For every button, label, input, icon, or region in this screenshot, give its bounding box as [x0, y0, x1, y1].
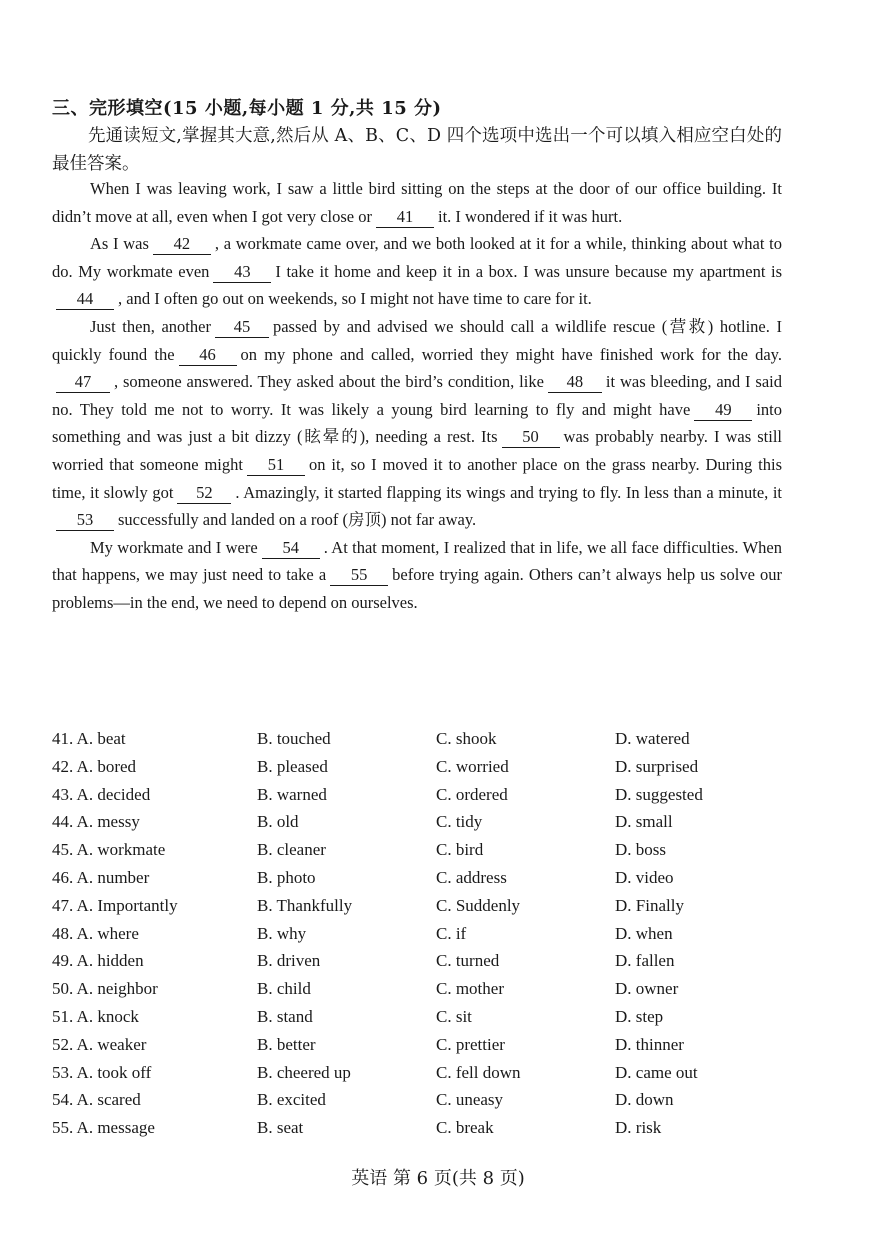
option-d: D. step: [615, 1006, 664, 1026]
option-b: B. pleased: [257, 756, 328, 776]
option-b: B. cheered up: [257, 1062, 351, 1082]
option-row: [52, 785, 792, 813]
blank-50: 50: [502, 427, 560, 448]
section-title: 三、完形填空(15 小题,每小题 1 分,共 15 分): [52, 98, 442, 119]
blank-54: 54: [262, 538, 320, 559]
option-c: C. Suddenly: [436, 895, 521, 915]
paragraph-4: [52, 534, 782, 617]
passage-text: , and I often go out on weekends, so I might not have time to care for it.: [118, 289, 592, 309]
option-d: D. when: [615, 923, 673, 943]
blank-41: 41: [376, 207, 434, 228]
option-row: [52, 868, 792, 896]
option-row: [52, 1063, 792, 1091]
passage-text: When I was leaving work, I saw a little bird sitting on the steps at the door of our office building. It didn’t move at all, even when I got very close or: [52, 179, 782, 226]
page-footer: 英语 第 6 页(共 8 页): [351, 1168, 525, 1189]
option-a: 48. A. where: [52, 923, 139, 943]
option-a: 49. A. hidden: [52, 951, 144, 971]
option-a: 46. A. number: [52, 867, 150, 887]
option-row: [52, 951, 792, 979]
option-row: [52, 812, 792, 840]
option-c: C. bird: [436, 840, 484, 860]
passage-text: Just then, another: [90, 316, 211, 336]
section-instructions: 先通读短文,掌握其大意,然后从 A、B、C、D 四个选项中选出一个可以填入相应空白处的最佳答案。: [52, 126, 782, 174]
option-a: 47. A. Importantly: [52, 895, 178, 915]
option-d: D. down: [615, 1090, 674, 1110]
option-d: D. watered: [615, 729, 690, 748]
blank-52: 52: [177, 483, 231, 504]
paragraph-1: [52, 175, 782, 230]
blank-48: 48: [548, 372, 602, 393]
blank-46: 46: [179, 345, 237, 366]
option-d: D. thinner: [615, 1034, 684, 1054]
option-d: D. came out: [615, 1062, 698, 1082]
paragraph-2: [52, 230, 782, 313]
option-a: 41. A. beat: [52, 729, 126, 748]
option-c: C. ordered: [436, 784, 508, 804]
option-c: C. shook: [436, 729, 497, 748]
option-row: [52, 729, 792, 757]
option-a: 51. A. knock: [52, 1006, 139, 1026]
passage-text: I take it home and keep it in a box. I was unsure because my apartment is: [275, 261, 783, 281]
option-a: 55. A. message: [52, 1118, 155, 1138]
option-row: [52, 840, 792, 868]
blank-42: 42: [153, 234, 211, 255]
option-b: B. child: [257, 979, 311, 999]
option-d: D. suggested: [615, 784, 703, 804]
option-row: [52, 896, 792, 924]
option-a: 53. A. took off: [52, 1062, 152, 1082]
passage-text: into something and was just a bit dizzy (眩晕的), needing a rest. Its: [52, 399, 782, 447]
option-c: C. prettier: [436, 1034, 505, 1054]
passage-text: was probably nearby. I was still worried that someone might: [52, 427, 782, 474]
option-c: C. if: [436, 923, 467, 943]
option-c: C. turned: [436, 951, 500, 971]
option-a: 52. A. weaker: [52, 1034, 147, 1054]
option-row: [52, 1090, 792, 1118]
blank-49: 49: [694, 400, 752, 421]
option-c: C. mother: [436, 979, 504, 999]
passage-text: , someone answered. They asked about the bird’s condition, like: [114, 372, 544, 392]
cloze-passage: [52, 175, 782, 617]
passage-text: . Amazingly, it started flapping its wings and trying to fly. In less than a minute, it: [235, 482, 783, 502]
paragraph-3: [52, 313, 782, 534]
blank-45: 45: [215, 317, 269, 338]
option-b: B. cleaner: [257, 840, 326, 860]
passage-text: it. I wondered if it was hurt.: [437, 206, 623, 226]
option-row: [52, 757, 792, 785]
option-b: B. driven: [257, 951, 321, 971]
option-b: B. Thankfully: [257, 895, 353, 915]
option-row: [52, 924, 792, 952]
passage-text: As I was: [90, 234, 149, 254]
option-d: D. fallen: [615, 951, 675, 971]
option-row: [52, 1007, 792, 1035]
option-d: D. video: [615, 867, 674, 887]
option-b: B. better: [257, 1034, 316, 1054]
passage-text: My workmate and I were: [90, 537, 258, 557]
option-c: C. uneasy: [436, 1090, 504, 1110]
passage-text: it was bleeding, and I said no. They told me not to worry. It was likely a young bird learning to fly and might have: [52, 372, 782, 419]
option-c: C. sit: [436, 1006, 472, 1026]
blank-55: 55: [330, 565, 388, 586]
option-a: 45. A. workmate: [52, 840, 166, 860]
option-c: C. tidy: [436, 812, 483, 832]
passage-text: on my phone and called, worried they might have finished work for the day.: [240, 344, 782, 364]
option-row: [52, 1035, 792, 1063]
answer-options: [52, 729, 792, 1146]
option-b: B. seat: [257, 1118, 304, 1138]
passage-text: , a workmate came over, and we both looked at it for a while, thinking about what to do. My workmate even: [52, 234, 782, 281]
option-d: D. Finally: [615, 895, 684, 915]
option-a: 42. A. bored: [52, 756, 137, 776]
passage-text: on it, so I moved it to another place on the grass nearby. During this time, it slowly got: [52, 454, 782, 502]
option-d: D. risk: [615, 1118, 662, 1138]
option-b: B. excited: [257, 1090, 326, 1110]
option-b: B. stand: [257, 1006, 313, 1026]
option-b: B. touched: [257, 729, 331, 748]
passage-text: . At that moment, I realized that in life, we all face difficulties. When that happens, we may just need to take a: [52, 537, 782, 585]
option-c: C. worried: [436, 756, 509, 776]
option-a: 50. A. neighbor: [52, 979, 158, 999]
option-b: B. photo: [257, 867, 316, 887]
passage-text: before trying again. Others can’t always help us solve our problems—in the end, we need to depend on ourselves.: [52, 565, 782, 612]
option-d: D. owner: [615, 979, 679, 999]
option-row: [52, 979, 792, 1007]
option-d: D. surprised: [615, 756, 699, 776]
option-d: D. boss: [615, 840, 667, 860]
option-d: D. small: [615, 812, 673, 832]
passage-text: passed by and advised we should call a wildlife rescue (营救) hotline. I quickly found the: [52, 316, 782, 364]
blank-53: 53: [56, 510, 114, 531]
option-c: C. fell down: [436, 1062, 521, 1082]
option-b: B. old: [257, 812, 299, 832]
option-b: B. warned: [257, 784, 327, 804]
option-a: 44. A. messy: [52, 812, 140, 832]
option-b: B. why: [257, 923, 307, 943]
blank-47: 47: [56, 372, 110, 393]
option-a: 54. A. scared: [52, 1090, 141, 1110]
passage-text: successfully and landed on a roof (房顶) not far away.: [118, 510, 477, 530]
option-c: C. address: [436, 867, 507, 887]
blank-43: 43: [213, 262, 271, 283]
option-c: C. break: [436, 1118, 494, 1138]
option-a: 43. A. decided: [52, 784, 151, 804]
option-row: [52, 1118, 792, 1146]
blank-51: 51: [247, 455, 305, 476]
blank-44: 44: [56, 289, 114, 310]
